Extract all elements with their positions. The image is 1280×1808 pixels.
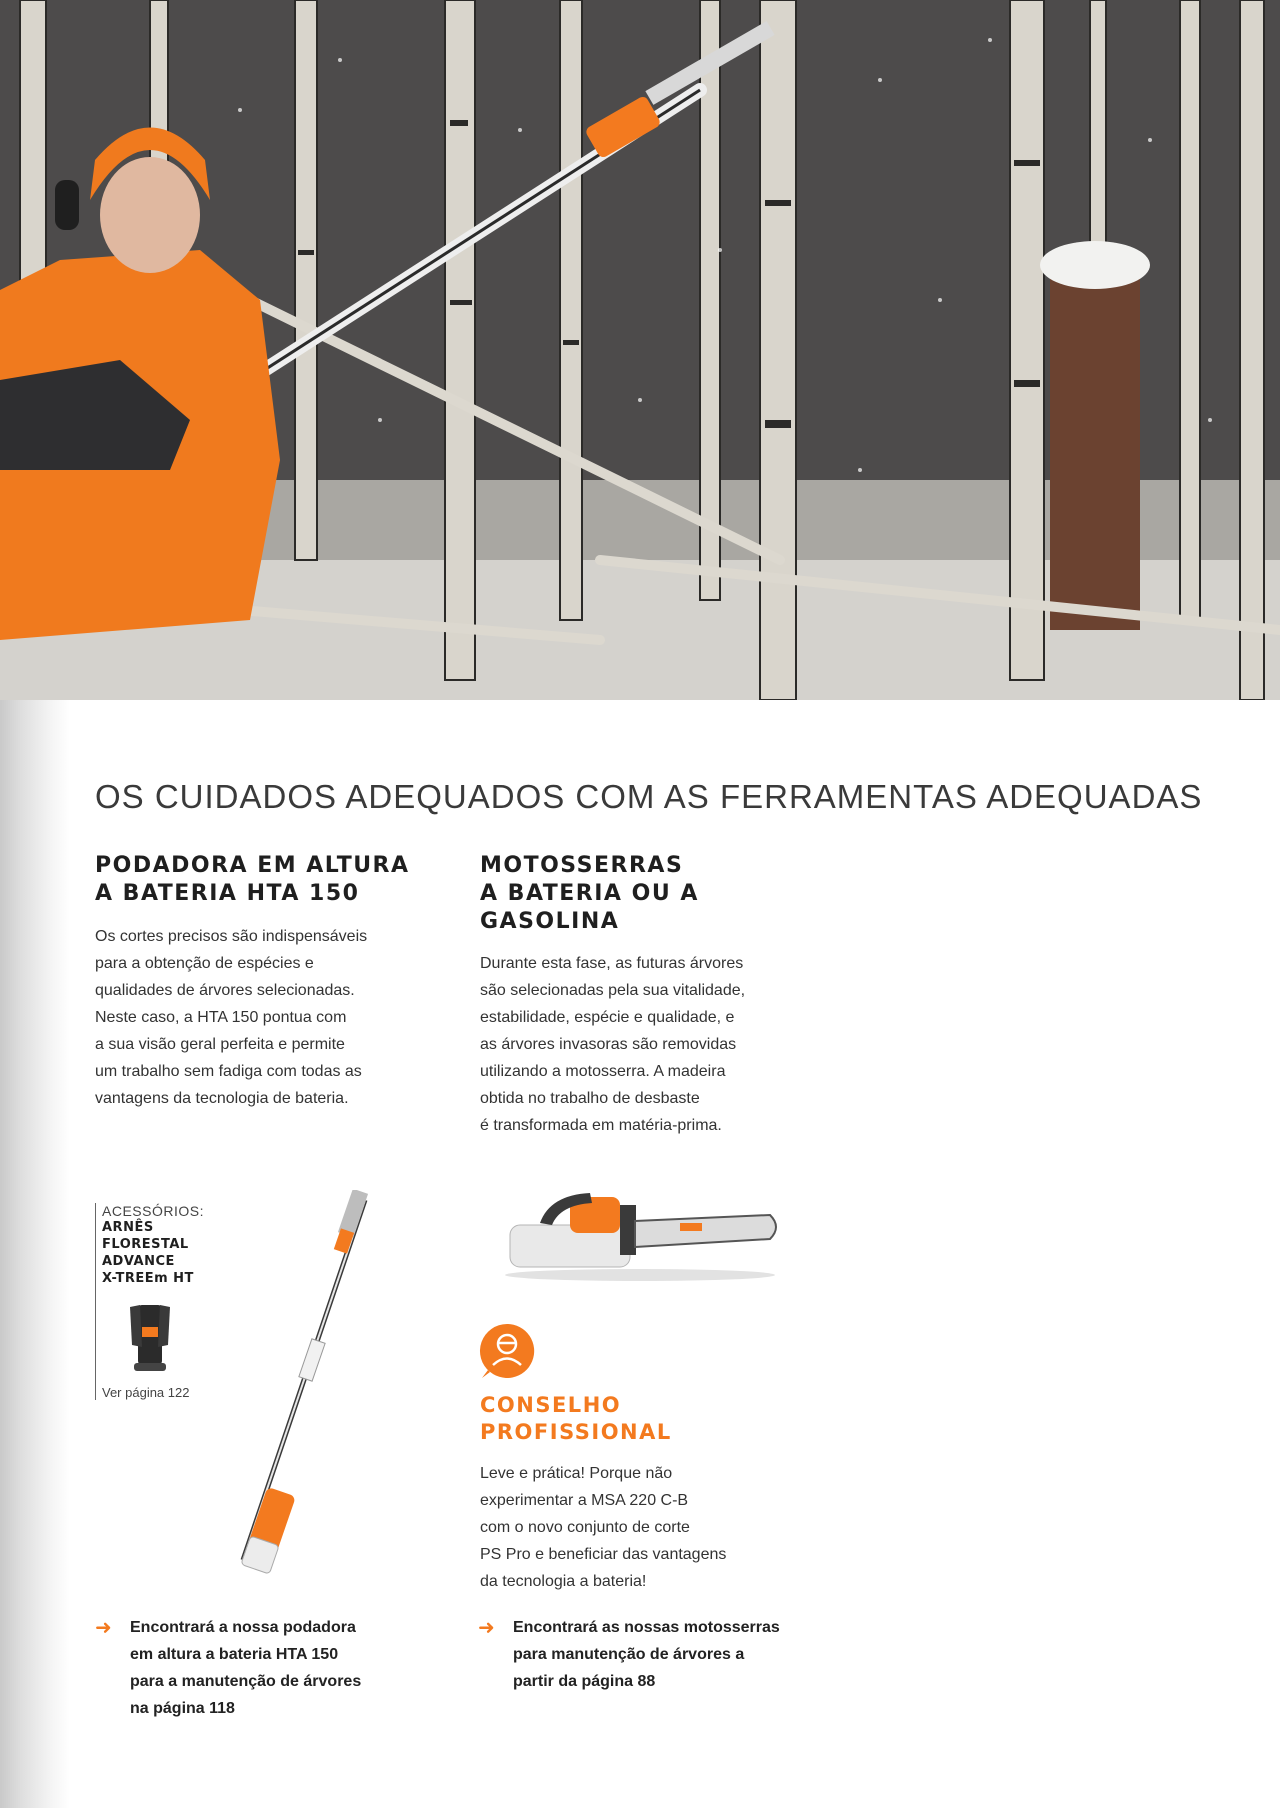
body-line: são selecionadas pela sua vitalidade,	[480, 982, 746, 999]
left-title-line: PODADORA EM ALTURA	[95, 853, 410, 878]
body-line: é transformada em matéria-prima.	[480, 1117, 722, 1134]
link-line: Encontrará a nossa podadora	[130, 1619, 356, 1636]
link-line: na página 118	[130, 1700, 235, 1717]
forest-worker-photo	[0, 0, 1280, 700]
right-title-line: GASOLINA	[480, 909, 620, 934]
advice-title	[480, 1392, 672, 1446]
right-column-body	[480, 950, 745, 1139]
right-title-line: A BATERIA OU A	[480, 881, 699, 906]
hta150-page-link[interactable]	[130, 1614, 361, 1722]
left-title-line: A BATERIA HTA 150	[95, 881, 360, 906]
body-line: estabilidade, espécie e qualidade, e	[480, 1009, 735, 1026]
body-line: utilizando a motosserra. A madeira	[480, 1063, 726, 1080]
body-line: obtida no trabalho de desbaste	[480, 1090, 700, 1107]
advice-title-line: PROFISSIONAL	[480, 1420, 672, 1444]
body-line: Durante esta fase, as futuras árvores	[480, 955, 744, 972]
link-line: para manutenção de árvores a	[513, 1646, 745, 1663]
link-line: partir da página 88	[513, 1673, 656, 1690]
left-column-title	[95, 852, 410, 908]
accessory-name-line: FLORESTAL	[102, 1237, 189, 1252]
body-line: Neste caso, a HTA 150 pontua com	[95, 1009, 347, 1026]
left-column-body	[95, 923, 367, 1112]
accessory-name-line: ADVANCE	[102, 1254, 175, 1269]
chainsaws-page-link[interactable]	[513, 1614, 780, 1695]
arrow-right-icon: ➜	[95, 1617, 112, 1639]
right-column-title	[480, 852, 699, 936]
body-line: PS Pro e beneficiar das vantagens	[480, 1546, 727, 1563]
chainsaw-image	[500, 1175, 790, 1285]
hero-photo	[0, 0, 1280, 700]
harness-image	[120, 1297, 180, 1377]
arrow-right-icon: ➜	[478, 1617, 495, 1639]
body-line: qualidades de árvores selecionadas.	[95, 982, 355, 999]
body-line: a sua visão geral perfeita e permite	[95, 1036, 345, 1053]
accessory-page-reference[interactable]: Ver página 122	[102, 1385, 190, 1400]
pole-pruner-image	[215, 1190, 385, 1580]
body-line: vantagens da tecnologia de bateria.	[95, 1090, 349, 1107]
body-line: com o novo conjunto de corte	[480, 1519, 690, 1536]
body-line: para a obtenção de espécies e	[95, 955, 314, 972]
link-line: para a manutenção de árvores	[130, 1673, 362, 1690]
body-line: Leve e prática! Porque não	[480, 1465, 673, 1482]
link-line: em altura a bateria HTA 150	[130, 1646, 339, 1663]
body-line: Os cortes precisos são indispensáveis	[95, 928, 368, 945]
accessory-name-line: ARNÊS	[102, 1220, 154, 1235]
body-line: da tecnologia a bateria!	[480, 1573, 647, 1590]
link-line: Encontrará as nossas motosserras	[513, 1619, 780, 1636]
advice-title-line: CONSELHO	[480, 1393, 622, 1417]
body-line: as árvores invasoras são removidas	[480, 1036, 737, 1053]
page-headline: OS CUIDADOS ADEQUADOS COM AS FERRAMENTAS ADEQUADAS	[95, 778, 1203, 815]
accessory-name-line: X-TREEm HT	[102, 1271, 194, 1286]
advice-body	[480, 1460, 726, 1595]
right-title-line: MOTOSSERRAS	[480, 853, 684, 878]
body-line: experimentar a MSA 220 C-B	[480, 1492, 689, 1509]
body-line: um trabalho sem fadiga com todas as	[95, 1063, 362, 1080]
accessory-label: ACESSÓRIOS:	[102, 1203, 204, 1219]
professional-advice-icon	[478, 1322, 536, 1380]
